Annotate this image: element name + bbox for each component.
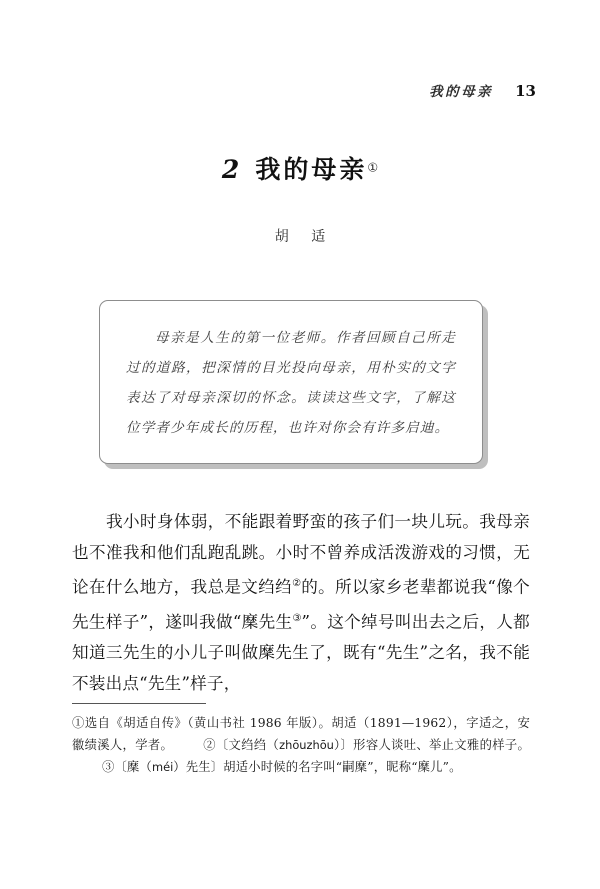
running-head-title: 我的母亲 [429,84,494,100]
footnote-3-tail: ）先生〕胡适小时候的名字叫“嗣穈”，昵称“穈儿”。 [173,760,462,774]
lesson-title [0,150,600,186]
footnote-1-text: 选自《胡适自传》（黄山书社 1986 年版）。胡适（1891—1962），字适之，安徽绩溪人，学者。 [72,716,531,752]
footnote-1-marker: ① [72,716,85,730]
lesson-number: 2 [221,155,240,184]
intro-box-text: 母亲是人生的第一位老师。作者回顾自己所走过的道路，把深情的目光投向母亲，用朴实的文字表达了对母亲深切的怀念。读读这些文字，了解这位学者少年成长的历程，也许对你会有许多启迪。 [126,330,456,436]
footnote-separator-rule [72,703,206,704]
footnote-2-marker: ② [203,738,216,752]
body-segment-2: 的。所以家乡老辈都说我“像个先生样子”，遂叫我做“穈先生 [72,577,530,632]
footnote-ref-3: ③ [292,612,302,624]
footnote-block [72,712,530,778]
body-paragraph [72,506,530,699]
footnote-2-tail: ）〕形容人谈吐、举止文雅的样子。 [333,738,530,752]
running-head [0,80,536,100]
footnote-3-marker: ③ [102,760,115,774]
intro-box-wrapper [99,300,483,464]
author-byline: 胡 适 [274,229,335,245]
footnote-ref-2: ② [292,578,302,589]
footnote-3-pinyin: méi [152,760,174,774]
page-number: 13 [515,82,536,100]
footnote-2-pinyin: zhōuzhōu [279,738,334,752]
footnote-2-head: 〔文绉绉（ [215,738,280,752]
lesson-title-text: 我的母亲 [255,155,368,184]
title-footnote-marker: ① [367,160,379,175]
intro-box [99,300,483,464]
body-segment-1: 我小时身体弱，不能跟着野蛮的孩子们一块儿玩。我母亲也不准我和他们乱跑乱跳。小时不曾养成活泼游戏的习惯，无论在什么地方，我总是文绉绉 [72,512,530,597]
footnote-3-head: 〔穈（ [114,760,152,774]
body-segment-3: ”。这个绰号叫出去之后，人都知道三先生的小儿子叫做穈先生了，既有“先生”之名，我不能不装出点“先生”样子， [72,612,530,694]
